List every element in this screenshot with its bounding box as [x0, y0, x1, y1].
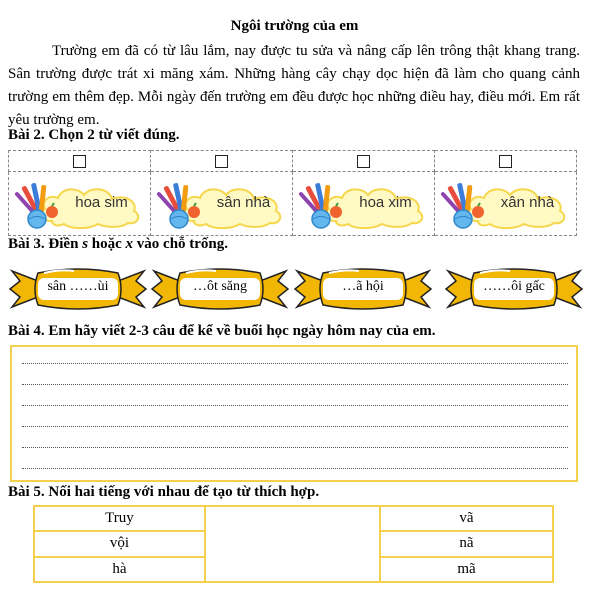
option-3-checkbox[interactable] — [357, 155, 370, 168]
candy-item — [8, 263, 148, 315]
option-word: hoa sim — [75, 193, 128, 211]
writing-line[interactable] — [22, 405, 568, 406]
option-word: hoa xim — [359, 193, 412, 211]
left-word[interactable]: Truy — [34, 506, 205, 531]
writing-line[interactable] — [22, 363, 568, 364]
candy-text: …ã hội — [342, 279, 384, 294]
writing-line[interactable] — [22, 447, 568, 448]
writing-line[interactable] — [22, 384, 568, 385]
left-word[interactable]: vội — [34, 531, 205, 556]
candy-item — [444, 263, 584, 315]
option-2-checkbox[interactable] — [215, 155, 228, 168]
candy-text: …ôt săng — [192, 279, 248, 294]
bai3-heading: Bài 3. Điền s hoặc x vào chỗ trống. — [8, 236, 229, 252]
passage-paragraph: Trường em đã có từ lâu lắm, nay được tu sửa và nâng cấp lên trông thật khang trang. Sân trường được trát xi măng xám. Những hàng cây chạy dọc hiện đã làm cho quang cảnh trường em thêm đẹp. Mỗi ngày đến trường em đều được học những điều hay, điều mới. Em rất yêu trường em. — [8, 43, 580, 128]
bai4-heading: Bài 4. Em hãy viết 2-3 câu để kể về buổi học ngày hôm nay của em. — [8, 323, 436, 339]
option-word: xân nhà — [500, 193, 555, 211]
option-4-checkbox[interactable] — [499, 155, 512, 168]
option-card — [438, 175, 574, 233]
candy-item — [150, 263, 290, 315]
candy-text: sân ……ùi — [47, 279, 109, 294]
letter-x: x — [125, 236, 134, 252]
right-word[interactable]: vã — [380, 506, 553, 531]
option-card — [12, 175, 148, 233]
writing-line[interactable] — [22, 426, 568, 427]
option-word: sân nhà — [216, 193, 271, 211]
option-card — [154, 175, 290, 233]
letter-s: s — [82, 236, 89, 252]
writing-line[interactable] — [22, 468, 568, 469]
left-word[interactable]: hà — [34, 557, 205, 582]
candy-text: ……ôi gấc — [483, 279, 545, 294]
option-1-checkbox[interactable] — [73, 155, 86, 168]
right-word[interactable]: nã — [380, 531, 553, 556]
bai2-heading: Bài 2. Chọn 2 từ viết đúng. — [8, 127, 180, 143]
matching-area[interactable] — [205, 506, 380, 582]
writing-box[interactable] — [10, 345, 578, 482]
option-card — [296, 175, 432, 233]
bai2-table — [8, 150, 577, 236]
right-word[interactable]: mã — [380, 557, 553, 582]
passage-title: Ngôi trường của em — [230, 18, 359, 34]
bai5-table — [33, 505, 554, 583]
candy-item — [293, 263, 433, 315]
bai5-heading: Bài 5. Nối hai tiếng với nhau để tạo từ thích hợp. — [8, 484, 320, 500]
